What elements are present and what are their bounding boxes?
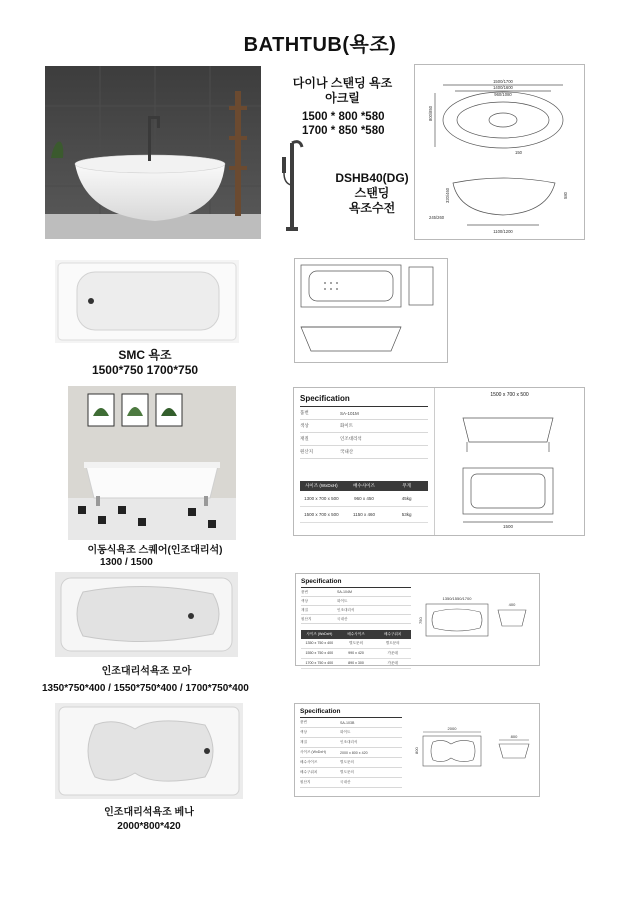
faucet-drawing: [280, 137, 305, 235]
diana-material: 아크릴: [325, 91, 360, 105]
bena-spec-label-3: 사이즈 (WxDxH): [300, 750, 326, 754]
moa-tbl-r1c1: 990 x 420: [348, 651, 364, 655]
moa-dim-top: 1350/1550/1700: [442, 596, 472, 601]
square-spec-value-1: 화이트: [340, 423, 354, 428]
bena-spec-value-0: SA-103B: [340, 720, 355, 725]
bena-spec-label-4: 배수사이즈: [300, 760, 318, 764]
square-tbl-r1c2: 53kg: [401, 512, 412, 517]
square-spec-label-3: 원산지: [300, 449, 314, 454]
moa-tbl-r0c2: 별도문의: [385, 641, 400, 645]
square-spec-value-0: SA-101M: [340, 410, 359, 416]
bena-tub-photo: [55, 703, 243, 799]
moa-drawing: [416, 574, 539, 665]
smc-name: SMC 욕조: [118, 348, 172, 362]
diana-drawing: [414, 64, 585, 240]
moa-tbl-r0c0: 1350 x 750 x 400: [305, 641, 334, 645]
bena-dim-depth: 800: [510, 734, 518, 739]
diana-dim-5: 150: [515, 150, 522, 155]
moa-tbl-h1: 배수사이즈: [347, 632, 365, 636]
moa-name: 인조대리석욕조 모아: [101, 666, 192, 677]
diana-name: 다이나 스탠딩 욕조: [292, 76, 393, 90]
square-name: 이동식욕조 스퀘어(인조대리석): [87, 545, 223, 556]
square-dim-bottom: 1500: [502, 524, 514, 529]
square-spec-value-2: 인조대리석: [340, 436, 362, 441]
square-tbl-h2: 무게: [402, 483, 412, 488]
diana-dim-4: 800/850: [428, 105, 433, 121]
smc-tub-photo: [55, 260, 239, 343]
bena-spec-value-3: 2000 x 800 x 420: [340, 750, 368, 755]
square-drawing: [435, 398, 584, 533]
square-tbl-r1c0: 1500 x 700 x 500: [304, 512, 339, 517]
faucet-name: 욕조수전: [348, 201, 396, 215]
bena-spec-label-6: 원산지: [300, 780, 311, 784]
bena-dim-side: 800: [414, 747, 419, 754]
moa-spec-value-0: SA-104M: [337, 590, 352, 594]
faucet-type: 스탠딩: [354, 186, 390, 200]
moa-tbl-r1c0: 1550 x 750 x 400: [305, 651, 334, 655]
diana-dim-8: 245/260: [429, 215, 445, 220]
moa-tbl-r1c2: 가운데: [387, 651, 398, 655]
moa-tbl-r0c1: 별도문의: [349, 641, 363, 645]
bena-spec-value-2: 인조대리석: [340, 740, 358, 744]
bena-spec-value-6: 국내산: [340, 780, 351, 784]
square-spec-value-3: 국내산: [340, 449, 354, 454]
bena-spec-title: Specification: [300, 708, 341, 715]
square-spec-title: Specification: [300, 394, 350, 403]
bena-spec-value-1: 화이트: [340, 730, 351, 734]
moa-dim-depth: 400: [508, 602, 516, 607]
square-sizes: 1300 / 1500: [100, 557, 153, 568]
square-spec-label-2: 재질: [300, 436, 309, 441]
diana-dim-3: 960/1080: [494, 92, 512, 97]
moa-spec-panel: [295, 573, 540, 666]
bena-spec-label-2: 재질: [300, 740, 307, 744]
moa-tbl-r2c2: 가운데: [387, 661, 398, 665]
square-drawing-label: 1500 x 700 x 500: [490, 392, 529, 398]
moa-spec-value-1: 화이트: [337, 598, 348, 603]
square-tbl-r0c0: 1300 x 700 x 500: [304, 496, 339, 501]
square-tbl-h1: 배수사이즈: [353, 483, 375, 488]
moa-spec-title: Specification: [301, 578, 342, 585]
faucet-model: DSHB40(DG): [335, 171, 409, 185]
bena-spec-label-0: 품번: [300, 720, 307, 724]
square-spec-label-0: 품번: [300, 410, 309, 415]
square-spec-panel: [293, 387, 585, 536]
smc-drawing: [294, 258, 448, 363]
moa-tub-photo: [55, 572, 238, 657]
moa-tbl-h2: 배수구위치: [384, 632, 402, 636]
bena-dim-top: 2000: [447, 726, 457, 731]
moa-spec-label-1: 색상: [301, 598, 308, 603]
moa-spec-value-2: 인조대리석: [337, 607, 355, 612]
square-tbl-r0c2: 45kg: [401, 496, 412, 501]
moa-tbl-r2c0: 1700 x 750 x 400: [305, 661, 334, 665]
moa-dim-side: 750: [418, 617, 423, 624]
moa-spec-label-0: 품번: [301, 589, 308, 594]
bena-drawing: [407, 704, 539, 796]
bena-spec-panel: [294, 703, 540, 797]
square-tbl-h0: 사이즈 (WxDxH): [305, 483, 338, 488]
smc-sizes: 1500*750 1700*750: [91, 363, 199, 377]
moa-tbl-r2c1: 890 x 300: [348, 661, 364, 665]
square-spec-label-1: 색상: [300, 423, 309, 428]
diana-dim-9: 320/460: [445, 187, 450, 203]
page-title: BATHTUB(욕조): [243, 34, 397, 56]
diana-size-2: 1700 * 850 *580: [302, 125, 385, 137]
moa-spec-value-3: 국내산: [337, 616, 348, 621]
bena-spec-label-1: 색상: [300, 730, 307, 734]
diana-size-1: 1500 * 800 *580: [302, 111, 385, 123]
bena-spec-value-5: 별도문의: [340, 770, 354, 774]
diana-dim-7: 1100/1200: [493, 229, 513, 234]
bena-spec-label-5: 배수구위치: [300, 770, 318, 774]
bena-name: 인조대리석욕조 베나: [104, 807, 194, 818]
square-tbl-r1c1: 1150 x 460: [353, 512, 375, 517]
diana-tub-photo: [45, 66, 261, 239]
diana-dim-1: 1500/1700: [493, 79, 513, 84]
moa-spec-label-3: 원산지: [301, 616, 312, 621]
bena-spec-value-4: 별도문의: [340, 760, 354, 764]
diana-dim-2: 1400/1600: [493, 85, 513, 90]
bena-sizes: 2000*800*420: [117, 821, 181, 832]
moa-sizes: 1350*750*400 / 1550*750*400 / 1700*750*400: [42, 683, 249, 694]
moa-tbl-h0: 사이즈 (WxDxH): [306, 632, 333, 636]
diana-dim-6: 580: [563, 192, 568, 199]
moa-spec-label-2: 재질: [301, 607, 308, 612]
square-tbl-r0c1: 960 x 450: [354, 496, 374, 501]
square-tub-photo: [68, 386, 236, 540]
